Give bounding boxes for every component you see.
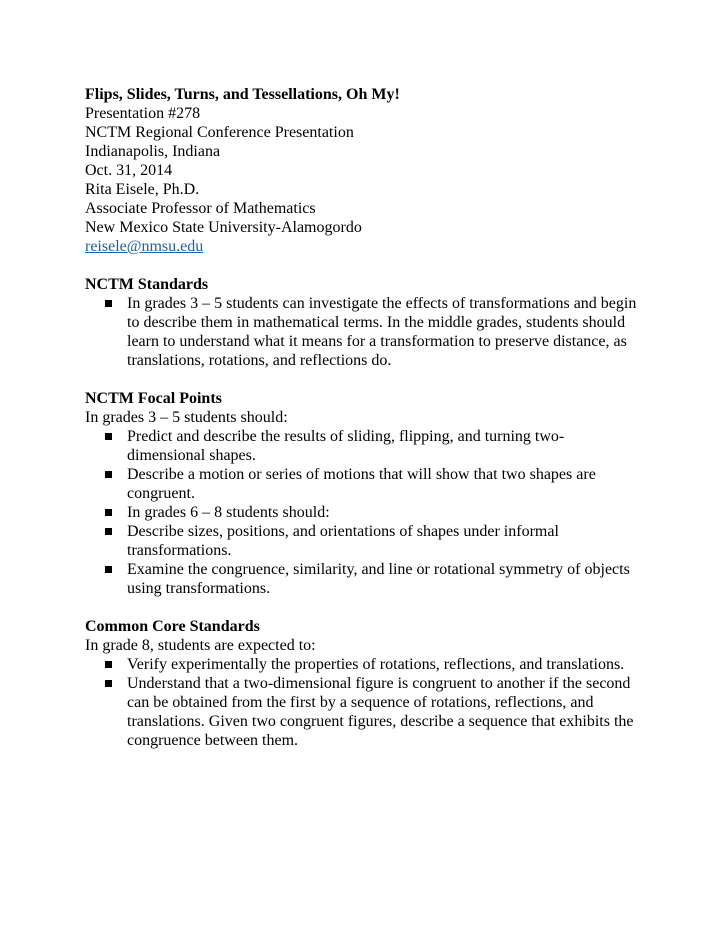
list-item-text: Describe sizes, positions, and orientations of shapes under informal transformations.	[127, 523, 559, 559]
square-bullet-icon	[105, 433, 112, 440]
presentation-date: Oct. 31, 2014	[85, 162, 173, 179]
list-item	[85, 465, 642, 503]
section-heading: NCTM Standards	[85, 276, 209, 293]
square-bullet-icon	[105, 680, 112, 687]
list-item-text: Understand that a two-dimensional figure is congruent to another if the second can be obtained from the first by a sequence of rotations, reflections, and translations. Given two congruent figures, describe a sequence that exhibits the congruence between them.	[127, 675, 634, 749]
list-item	[85, 503, 642, 522]
list-item-text: In grades 6 – 8 students should:	[127, 504, 330, 521]
list-item	[85, 674, 642, 750]
bullet-list	[85, 427, 665, 598]
presentation-number: Presentation #278	[85, 105, 201, 122]
list-item	[85, 560, 642, 598]
list-item-text: Examine the congruence, similarity, and line or rotational symmetry of objects using transformations.	[127, 561, 630, 597]
section-heading: Common Core Standards	[85, 618, 260, 635]
author-position: Associate Professor of Mathematics	[85, 200, 316, 217]
square-bullet-icon	[105, 509, 112, 516]
list-item	[85, 522, 642, 560]
list-item	[85, 427, 642, 465]
bullet-list	[85, 294, 665, 370]
author-institution: New Mexico State University-Alamogordo	[85, 219, 362, 236]
square-bullet-icon	[105, 300, 112, 307]
square-bullet-icon	[105, 566, 112, 573]
section-nctm-standards	[85, 275, 665, 370]
square-bullet-icon	[105, 661, 112, 668]
square-bullet-icon	[105, 471, 112, 478]
section-nctm-focal-points	[85, 389, 665, 598]
bullet-list	[85, 655, 665, 750]
conference-name: NCTM Regional Conference Presentation	[85, 124, 354, 141]
list-item-text: Verify experimentally the properties of rotations, reflections, and translations.	[127, 656, 625, 673]
section-intro: In grades 3 – 5 students should:	[85, 409, 288, 426]
list-item-text: Describe a motion or series of motions that will show that two shapes are congruent.	[127, 466, 596, 502]
document-page	[85, 85, 665, 750]
document-title: Flips, Slides, Turns, and Tessellations, Oh My!	[85, 86, 400, 103]
section-intro: In grade 8, students are expected to:	[85, 637, 316, 654]
list-item	[85, 655, 642, 674]
list-item-text: In grades 3 – 5 students can investigate the effects of transformations and begin to describe them in mathematical terms. In the middle grades, students should learn to understand what it means for a transformation to preserve distance, as translations, rotations, and reflections do.	[127, 295, 637, 369]
author-email-link[interactable]: reisele@nmsu.edu	[85, 238, 204, 255]
section-heading: NCTM Focal Points	[85, 390, 222, 407]
square-bullet-icon	[105, 528, 112, 535]
list-item	[85, 294, 642, 370]
list-item-text: Predict and describe the results of sliding, flipping, and turning two-dimensional shapes.	[127, 428, 565, 464]
section-common-core-standards	[85, 617, 665, 750]
conference-location: Indianapolis, Indiana	[85, 143, 221, 160]
author-name: Rita Eisele, Ph.D.	[85, 181, 200, 198]
